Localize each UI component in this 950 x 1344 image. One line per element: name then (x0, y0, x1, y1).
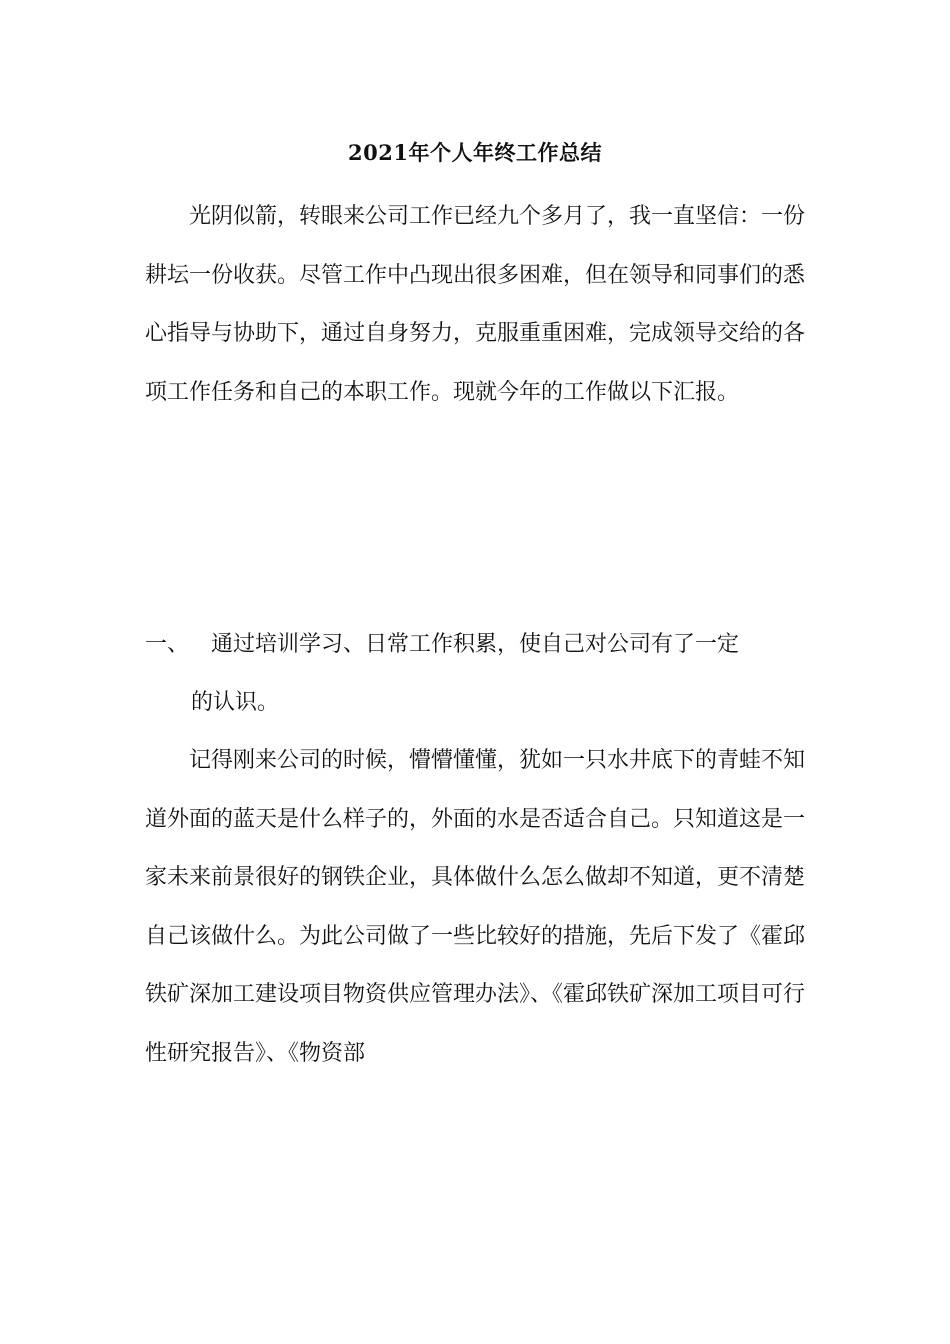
section-heading-line1: 通过培训学习、日常工作积累，使自己对公司有了一定 (211, 632, 740, 657)
body-paragraph: 记得刚来公司的时候，懵懵懂懂，犹如一只水井底下的青蛙不知道外面的蓝天是什么样子的，外面的水是否适合自己。只知道这是一家未来前景很好的钢铁企业，具体做什么怎么做却不知道，更不清楚自己该做什么。为此公司做了一些比较好的措施，先后下发了《霍邱铁矿深加工建设项目物资供应管理办法》、《霍邱铁矿深加工项目可行性研究报告》、《物资部 (145, 748, 806, 1066)
document-title: 2021年个人年终工作总结 (348, 140, 602, 165)
section-number: 一、 (145, 632, 190, 657)
section-heading-line2: 的认识。 (191, 690, 280, 715)
section-heading (145, 616, 805, 732)
intro-paragraph: 光阴似箭，转眼来公司工作已经九个多月了，我一直坚信：一份耕坛一份收获。尽管工作中凸现出很多困难，但在领导和同事们的悉心指导与协助下，通过自身努力，克服重重困难，完成领导交给的各项工作任务和自己的本职工作。现就今年的工作做以下汇报。 (145, 204, 806, 405)
